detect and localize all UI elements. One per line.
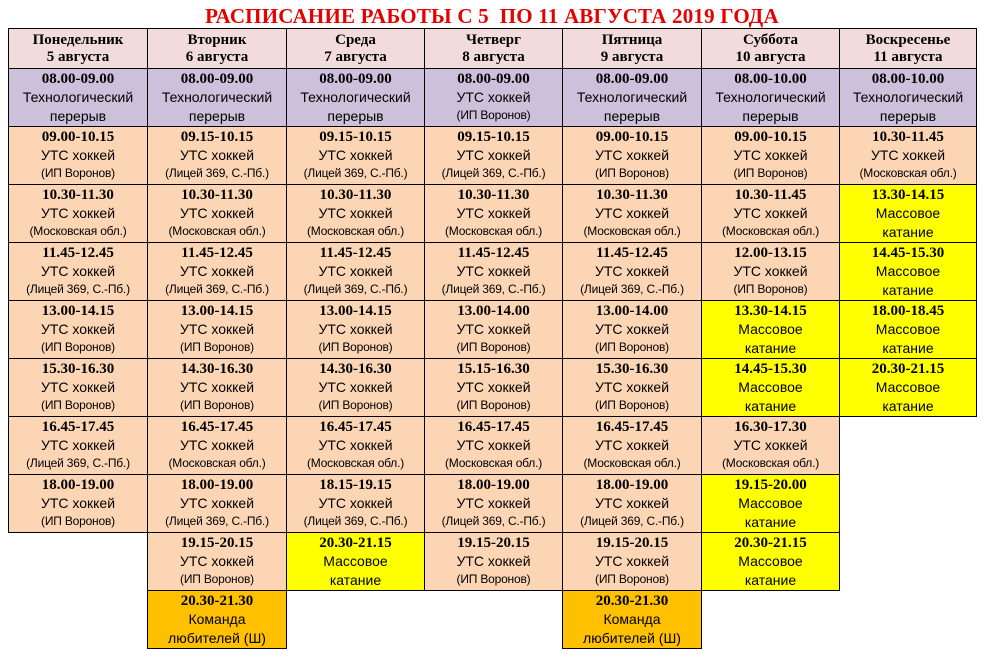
slot-activity: УТС хоккей <box>318 147 393 163</box>
slot-activity: Технологический <box>300 89 411 105</box>
slot-activity: УТС хоккей <box>318 205 393 221</box>
schedule-slot <box>8 68 148 127</box>
schedule-slot <box>147 68 287 127</box>
slot-time: 08.00-09.00 <box>457 71 530 87</box>
schedule-slot <box>286 358 425 417</box>
slot-organizer: (Лицей 369, С.-Пб.) <box>165 514 269 528</box>
slot-activity: УТС хоккей <box>456 495 531 511</box>
slot-activity: Технологический <box>576 89 688 105</box>
slot-organizer: (Лицей 369, С.-Пб.) <box>26 456 130 470</box>
slot-organizer: (Лицей 369, С.-Пб.) <box>303 166 408 180</box>
slot-activity: УТС хоккей <box>179 263 255 279</box>
slot-activity: Массовое <box>875 263 941 279</box>
slot-activity: катание <box>744 398 797 414</box>
schedule-slot <box>562 590 702 649</box>
slot-organizer: (Московская обл.) <box>29 224 127 238</box>
slot-activity: катание <box>744 340 797 356</box>
slot-time: 18.00-19.00 <box>457 477 530 493</box>
schedule-slot <box>562 532 702 591</box>
slot-organizer: (ИП Воронов) <box>456 398 531 412</box>
schedule-slot <box>701 242 840 301</box>
schedule-slot <box>839 358 977 417</box>
slot-organizer: (ИП Воронов) <box>318 398 393 412</box>
schedule-slot <box>701 184 840 243</box>
day-header <box>424 28 563 69</box>
slot-activity: УТС хоккей <box>179 379 255 395</box>
schedule-slot <box>286 300 425 359</box>
slot-activity: катание <box>744 514 797 530</box>
slot-activity: УТС хоккей <box>456 553 531 569</box>
slot-time: 19.15-20.15 <box>595 535 669 551</box>
slot-activity: УТС хоккей <box>733 147 808 163</box>
slot-time: 08.00-09.00 <box>41 71 115 87</box>
slot-organizer: (Московская обл.) <box>721 456 820 470</box>
slot-time: 11.45-12.45 <box>457 245 530 261</box>
schedule-slot <box>839 184 977 243</box>
day-name: Пятница <box>601 31 663 48</box>
day-header <box>562 28 702 69</box>
slot-activity: перерыв <box>49 108 107 124</box>
slot-organizer: (Московская обл.) <box>444 456 543 470</box>
slot-time: 16.45-17.45 <box>319 419 392 435</box>
day-date: 5 августа <box>46 48 110 65</box>
slot-organizer: (Лицей 369, С.-Пб.) <box>441 514 546 528</box>
slot-time: 18.00-19.00 <box>180 477 254 493</box>
page-title: РАСПИСАНИЕ РАБОТЫ С 5 ПО 11 АВГУСТА 2019 ГОДА <box>205 4 779 28</box>
slot-time: 13.30-14.15 <box>734 303 807 319</box>
slot-organizer: (Лицей 369, С.-Пб.) <box>165 166 269 180</box>
slot-time: 14.45-15.30 <box>871 245 945 261</box>
schedule-slot <box>147 358 287 417</box>
day-date: 11 августа <box>873 48 943 65</box>
slot-organizer: (Лицей 369, С.-Пб.) <box>441 282 546 296</box>
schedule-slot <box>147 474 287 533</box>
slot-activity: УТС хоккей <box>456 89 531 105</box>
schedule-slot <box>701 68 840 127</box>
slot-organizer: (ИП Воронов) <box>456 108 531 122</box>
slot-activity: катание <box>329 572 382 588</box>
slot-activity: перерыв <box>327 108 384 124</box>
slot-time: 09.15-10.15 <box>319 129 392 145</box>
day-date: 10 августа <box>735 48 806 65</box>
slot-activity: Команда <box>603 611 661 627</box>
slot-time: 15.30-16.30 <box>41 361 115 377</box>
day-name: Воскресенье <box>865 31 951 48</box>
slot-activity: УТС хоккей <box>456 263 531 279</box>
slot-organizer: (ИП Воронов) <box>456 572 531 586</box>
slot-activity: УТС хоккей <box>318 321 393 337</box>
day-header <box>839 28 977 69</box>
slot-time: 19.15-20.15 <box>180 535 254 551</box>
slot-time: 20.30-21.30 <box>180 593 254 609</box>
slot-time: 13.00-14.15 <box>41 303 115 319</box>
schedule-slot <box>8 184 148 243</box>
schedule-slot <box>147 590 287 649</box>
schedule-slot <box>8 242 148 301</box>
slot-organizer: (ИП Воронов) <box>456 340 531 354</box>
slot-activity: Технологический <box>161 89 273 105</box>
slot-time: 13.30-14.15 <box>871 187 945 203</box>
slot-organizer: (Московская обл.) <box>168 224 266 238</box>
schedule-slot <box>701 474 840 533</box>
slot-activity: Массовое <box>738 553 803 569</box>
slot-time: 20.30-21.15 <box>871 361 945 377</box>
slot-activity: УТС хоккей <box>456 147 531 163</box>
day-header <box>286 28 425 69</box>
slot-activity: УТС хоккей <box>594 205 670 221</box>
slot-activity: Технологический <box>852 89 964 105</box>
slot-organizer: (ИП Воронов) <box>595 340 669 354</box>
slot-organizer: (Московская обл.) <box>168 456 266 470</box>
day-date: 7 августа <box>324 48 387 65</box>
slot-time: 16.45-17.45 <box>457 419 530 435</box>
slot-time: 19.15-20.00 <box>734 477 807 493</box>
schedule-slot <box>147 300 287 359</box>
schedule-slot <box>286 68 425 127</box>
slot-time: 09.15-10.15 <box>180 129 254 145</box>
slot-activity: катание <box>882 340 934 356</box>
day-header <box>701 28 840 69</box>
slot-activity: Массовое <box>738 495 803 511</box>
schedule-slot <box>286 184 425 243</box>
slot-time: 18.00-19.00 <box>41 477 115 493</box>
schedule-slot <box>286 126 425 185</box>
slot-activity: Массовое <box>875 379 941 395</box>
slot-activity: УТС хоккей <box>40 379 116 395</box>
slot-activity: катание <box>744 572 797 588</box>
slot-time: 12.00-13.15 <box>734 245 807 261</box>
schedule-slot <box>147 532 287 591</box>
slot-time: 08.00-09.00 <box>180 71 254 87</box>
schedule-slot <box>701 416 840 475</box>
day-header <box>147 28 287 69</box>
slot-activity: УТС хоккей <box>594 495 670 511</box>
slot-time: 13.00-14.00 <box>457 303 530 319</box>
schedule-slot <box>147 242 287 301</box>
day-name: Понедельник <box>32 31 124 48</box>
slot-activity: УТС хоккей <box>594 553 670 569</box>
slot-activity: Технологический <box>22 89 134 105</box>
slot-activity: катание <box>882 398 934 414</box>
schedule-slot <box>562 300 702 359</box>
slot-activity: УТС хоккей <box>318 379 393 395</box>
schedule-slot <box>562 416 702 475</box>
slot-activity: УТС хоккей <box>179 147 255 163</box>
slot-time: 13.00-14.15 <box>180 303 254 319</box>
slot-organizer: (ИП Воронов) <box>595 166 669 180</box>
slot-activity: УТС хоккей <box>318 495 393 511</box>
slot-organizer: (Московская обл.) <box>583 456 681 470</box>
slot-time: 08.00-09.00 <box>319 71 392 87</box>
slot-time: 14.30-16.30 <box>319 361 392 377</box>
slot-time: 15.30-16.30 <box>595 361 669 377</box>
slot-organizer: (Московская обл.) <box>306 456 405 470</box>
schedule-slot <box>562 358 702 417</box>
schedule-slot <box>286 532 425 591</box>
slot-organizer: (ИП Воронов) <box>41 398 115 412</box>
schedule-slot <box>701 358 840 417</box>
schedule-slot <box>562 126 702 185</box>
slot-organizer: (ИП Воронов) <box>595 398 669 412</box>
slot-activity: УТС хоккей <box>318 437 393 453</box>
slot-activity: Массовое <box>875 321 941 337</box>
schedule-slot <box>839 68 977 127</box>
schedule-slot <box>701 532 840 591</box>
slot-organizer: (ИП Воронов) <box>733 282 808 296</box>
slot-activity: УТС хоккей <box>733 437 808 453</box>
slot-time: 16.30-17.30 <box>734 419 807 435</box>
slot-activity: УТС хоккей <box>456 205 531 221</box>
schedule-slot <box>839 300 977 359</box>
slot-activity: УТС хоккей <box>733 263 808 279</box>
slot-time: 14.30-16.30 <box>180 361 254 377</box>
slot-activity: УТС хоккей <box>40 495 116 511</box>
slot-time: 16.45-17.45 <box>595 419 669 435</box>
day-name: Среда <box>335 31 376 48</box>
schedule-slot <box>424 300 563 359</box>
slot-organizer: (Лицей 369, С.-Пб.) <box>580 282 684 296</box>
slot-organizer: (ИП Воронов) <box>41 514 115 528</box>
slot-organizer: (ИП Воронов) <box>595 572 669 586</box>
schedule-slot <box>562 68 702 127</box>
slot-activity: УТС хоккей <box>318 263 393 279</box>
slot-time: 16.45-17.45 <box>41 419 115 435</box>
slot-activity: УТС хоккей <box>456 437 531 453</box>
slot-activity: катание <box>882 224 934 240</box>
slot-time: 13.00-14.15 <box>319 303 392 319</box>
slot-organizer: (Лицей 369, С.-Пб.) <box>165 282 269 296</box>
schedule-slot <box>424 532 563 591</box>
slot-activity: УТС хоккей <box>179 321 255 337</box>
schedule-slot <box>562 184 702 243</box>
slot-time: 11.45-12.45 <box>42 245 114 261</box>
slot-organizer: (Московская обл.) <box>721 224 820 238</box>
slot-time: 10.30-11.30 <box>457 187 530 203</box>
schedule-slot <box>424 68 563 127</box>
slot-organizer: (ИП Воронов) <box>733 166 808 180</box>
slot-activity: УТС хоккей <box>456 379 531 395</box>
slot-activity: УТС хоккей <box>594 379 670 395</box>
slot-activity: УТС хоккей <box>594 147 670 163</box>
slot-activity: Массовое <box>738 379 803 395</box>
schedule-slot <box>8 126 148 185</box>
slot-time: 10.30-11.30 <box>319 187 392 203</box>
schedule-slot <box>424 358 563 417</box>
schedule-slot <box>424 474 563 533</box>
slot-time: 11.45-12.45 <box>596 245 668 261</box>
slot-time: 18.00-19.00 <box>595 477 669 493</box>
slot-activity: УТС хоккей <box>40 321 116 337</box>
day-date: 8 августа <box>462 48 525 65</box>
schedule-slot <box>8 300 148 359</box>
slot-time: 09.15-10.15 <box>457 129 530 145</box>
slot-organizer: (Московская обл.) <box>444 224 543 238</box>
slot-activity: УТС хоккей <box>179 437 255 453</box>
schedule-slot <box>562 474 702 533</box>
schedule-slot <box>701 300 840 359</box>
slot-activity: Технологический <box>715 89 826 105</box>
slot-activity: УТС хоккей <box>40 205 116 221</box>
slot-organizer: (ИП Воронов) <box>318 340 393 354</box>
slot-organizer: (ИП Воронов) <box>41 340 115 354</box>
slot-organizer: (Лицей 369, С.-Пб.) <box>441 166 546 180</box>
slot-organizer: (Московская обл.) <box>306 224 405 238</box>
slot-organizer: (Лицей 369, С.-Пб.) <box>303 514 408 528</box>
slot-time: 16.45-17.45 <box>180 419 254 435</box>
slot-organizer: (Лицей 369, С.-Пб.) <box>26 282 130 296</box>
slot-activity: перерыв <box>603 108 661 124</box>
slot-activity: УТС хоккей <box>40 437 116 453</box>
schedule-slot <box>424 242 563 301</box>
schedule-slot <box>839 242 977 301</box>
slot-time: 08.00-10.00 <box>734 71 807 87</box>
day-name: Вторник <box>187 31 247 48</box>
slot-time: 10.30-11.45 <box>734 187 807 203</box>
slot-organizer: (ИП Воронов) <box>180 572 254 586</box>
slot-organizer: (ИП Воронов) <box>180 340 254 354</box>
slot-time: 10.30-11.30 <box>42 187 114 203</box>
schedule-slot <box>562 242 702 301</box>
day-name: Суббота <box>743 31 798 48</box>
slot-activity: катание <box>882 282 934 298</box>
slot-activity: УТС хоккей <box>733 205 808 221</box>
slot-activity: УТС хоккей <box>870 147 946 163</box>
slot-time: 20.30-21.15 <box>734 535 807 551</box>
slot-organizer: (ИП Воронов) <box>41 166 115 180</box>
slot-activity: любителей (Ш) <box>168 630 266 646</box>
schedule-slot <box>147 416 287 475</box>
slot-time: 10.30-11.45 <box>872 129 944 145</box>
slot-time: 11.45-12.45 <box>181 245 253 261</box>
schedule-slot <box>839 126 977 185</box>
slot-activity: УТС хоккей <box>40 263 116 279</box>
slot-organizer: (Московская обл.) <box>583 224 681 238</box>
slot-activity: УТС хоккей <box>179 495 255 511</box>
slot-activity: перерыв <box>188 108 246 124</box>
slot-activity: УТС хоккей <box>179 205 255 221</box>
schedule-slot <box>424 416 563 475</box>
day-date: 6 августа <box>185 48 249 65</box>
schedule-slot <box>701 126 840 185</box>
slot-activity: УТС хоккей <box>594 263 670 279</box>
slot-activity: УТС хоккей <box>179 553 255 569</box>
slot-organizer: (Лицей 369, С.-Пб.) <box>580 514 684 528</box>
schedule-slot <box>286 242 425 301</box>
slot-activity: УТС хоккей <box>456 321 531 337</box>
day-name: Четверг <box>466 31 521 48</box>
schedule-slot <box>286 416 425 475</box>
slot-time: 08.00-09.00 <box>595 71 669 87</box>
slot-activity: перерыв <box>879 108 937 124</box>
slot-time: 13.00-14.00 <box>595 303 669 319</box>
slot-time: 19.15-20.15 <box>457 535 530 551</box>
slot-organizer: (ИП Воронов) <box>180 398 254 412</box>
schedule-slot <box>147 184 287 243</box>
slot-time: 11.45-12.45 <box>319 245 392 261</box>
slot-time: 10.30-11.30 <box>181 187 253 203</box>
slot-time: 09.00-10.15 <box>734 129 807 145</box>
slot-activity: Массовое <box>738 321 803 337</box>
slot-time: 10.30-11.30 <box>596 187 668 203</box>
schedule-slot <box>286 474 425 533</box>
slot-time: 18.00-18.45 <box>871 303 945 319</box>
day-header <box>8 28 148 69</box>
slot-activity: Массовое <box>875 205 941 221</box>
slot-activity: любителей (Ш) <box>583 630 681 646</box>
slot-time: 18.15-19.15 <box>319 477 392 493</box>
day-date: 9 августа <box>600 48 664 65</box>
slot-organizer: (Лицей 369, С.-Пб.) <box>303 282 408 296</box>
slot-activity: УТС хоккей <box>594 321 670 337</box>
slot-activity: перерыв <box>742 108 799 124</box>
schedule-slot <box>424 184 563 243</box>
slot-time: 20.30-21.30 <box>595 593 669 609</box>
slot-activity: Команда <box>188 611 246 627</box>
schedule-slot <box>8 474 148 533</box>
slot-organizer: (Московская обл.) <box>859 166 957 180</box>
slot-time: 14.45-15.30 <box>734 361 807 377</box>
slot-time: 08.00-10.00 <box>871 71 945 87</box>
schedule-slot <box>8 416 148 475</box>
slot-time: 20.30-21.15 <box>319 535 392 551</box>
schedule-slot <box>147 126 287 185</box>
slot-time: 09.00-10.15 <box>595 129 669 145</box>
slot-activity: УТС хоккей <box>40 147 116 163</box>
slot-time: 15.15-16.30 <box>457 361 530 377</box>
slot-time: 09.00-10.15 <box>41 129 115 145</box>
slot-activity: УТС хоккей <box>594 437 670 453</box>
schedule-slot <box>424 126 563 185</box>
schedule-slot <box>8 358 148 417</box>
slot-activity: Массовое <box>323 553 388 569</box>
